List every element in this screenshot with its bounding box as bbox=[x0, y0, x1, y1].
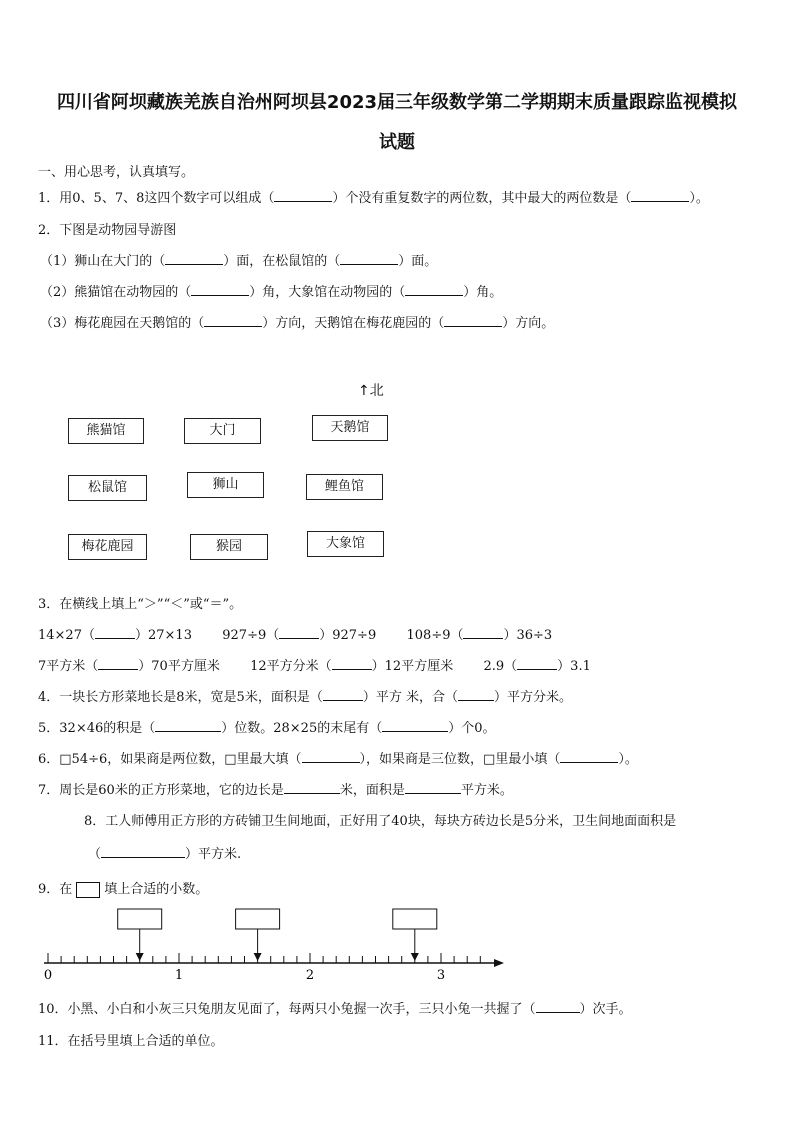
q3-r2-c1-left: 7平方米（ bbox=[38, 659, 99, 674]
q2-2-text-a: （2）熊猫馆在动物园的（ bbox=[40, 285, 192, 300]
q9-text-a: 9．在 bbox=[38, 882, 73, 897]
q4-text-c: ）平方分米。 bbox=[493, 690, 572, 705]
q3-r2-c2-right: ）12平方厘米 bbox=[371, 659, 454, 674]
q4-text-b: ）平方 米，合（ bbox=[362, 690, 458, 705]
pointer-arrow-icon bbox=[254, 953, 262, 961]
q2-1-text-b: ）面，在松鼠馆的（ bbox=[223, 254, 341, 269]
question-1 bbox=[38, 187, 709, 206]
q6-text-a: 6．□54÷6，如果商是两位数，□里最大填（ bbox=[38, 752, 302, 767]
q3-r2-c3-blank[interactable] bbox=[517, 657, 557, 670]
q8-text-b: ）平方米. bbox=[185, 847, 242, 862]
q8-blank[interactable] bbox=[101, 845, 185, 858]
number-line-answer-box bbox=[236, 909, 280, 929]
q5-text-a: 5．32×46的积是（ bbox=[38, 721, 156, 736]
question-2-3 bbox=[40, 312, 554, 331]
question-5 bbox=[38, 717, 496, 736]
number-line-label: 2 bbox=[305, 968, 315, 983]
map-elephant-hall: 大象馆 bbox=[307, 531, 384, 557]
question-6 bbox=[38, 748, 638, 767]
question-3-row-2 bbox=[38, 655, 591, 674]
q9-answer-box-icon bbox=[76, 882, 100, 898]
q3-r1-c1-right: ）27×13 bbox=[134, 628, 192, 643]
q7-text-a: 7．周长是60米的正方形菜地，它的边长是 bbox=[38, 783, 284, 798]
q6-text-b: ），如果商是三位数，□里最小填（ bbox=[359, 752, 561, 767]
q2-1-text-c: ）面。 bbox=[398, 254, 438, 269]
q10-blank[interactable] bbox=[536, 1000, 580, 1013]
q7-blank-1[interactable] bbox=[284, 781, 340, 794]
question-3-row-1 bbox=[38, 624, 552, 643]
pointer-arrow-icon bbox=[411, 953, 419, 961]
q1-text-c: ）。 bbox=[689, 191, 709, 206]
q2-3-text-c: ）方向。 bbox=[502, 316, 555, 331]
north-arrow-icon: ↑北 bbox=[358, 383, 384, 399]
q10-text-b: ）次手。 bbox=[579, 1002, 632, 1017]
q3-r2-c1-blank[interactable] bbox=[98, 657, 138, 670]
q4-blank-2[interactable] bbox=[458, 688, 494, 701]
q3-r1-c1-blank[interactable] bbox=[95, 626, 135, 639]
question-11: 11．在括号里填上合适的单位。 bbox=[38, 1034, 224, 1049]
q5-blank-1[interactable] bbox=[155, 719, 221, 732]
q7-text-b: 米，面积是 bbox=[339, 783, 405, 798]
q1-text-b: ）个没有重复数字的两位数，其中最大的两位数是（ bbox=[332, 191, 632, 206]
map-panda-hall: 熊猫馆 bbox=[68, 418, 144, 444]
q5-blank-2[interactable] bbox=[382, 719, 448, 732]
q3-r1-c3-left: 108÷9（ bbox=[406, 628, 464, 643]
map-deer-garden: 梅花鹿园 bbox=[68, 534, 147, 560]
q3-r1-c1-left: 14×27（ bbox=[38, 628, 95, 643]
question-7 bbox=[38, 779, 513, 798]
question-2-1 bbox=[40, 250, 437, 269]
q3-r1-c2-blank[interactable] bbox=[279, 626, 319, 639]
q7-text-c: 平方米。 bbox=[460, 783, 513, 798]
question-2-2 bbox=[40, 281, 502, 300]
question-9 bbox=[38, 878, 208, 898]
q3-r2-c1-right: ）70平方厘米 bbox=[138, 659, 220, 674]
page-title-line2: 试题 bbox=[379, 132, 415, 153]
number-line bbox=[38, 905, 508, 985]
q5-text-b: ）位数。28×25的末尾有（ bbox=[221, 721, 383, 736]
q5-text-c: ）个0。 bbox=[448, 721, 496, 736]
q6-blank-1[interactable] bbox=[302, 750, 360, 763]
q2-3-text-b: ）方向，天鹅馆在梅花鹿园的（ bbox=[262, 316, 445, 331]
q1-text-a: 1．用0、5、7、8这四个数字可以组成（ bbox=[38, 191, 275, 206]
question-8-line-1: 8．工人师傅用正方形的方砖铺卫生间地面，正好用了40块，每块方砖边长是5分米，卫生间地面面积是 bbox=[84, 814, 677, 829]
number-line-label: 1 bbox=[174, 968, 184, 983]
question-2-stem: 2．下图是动物园导游图 bbox=[38, 223, 177, 238]
q2-2-text-b: ）角，大象馆在动物园的（ bbox=[249, 285, 406, 300]
q7-blank-2[interactable] bbox=[405, 781, 461, 794]
question-10 bbox=[38, 998, 632, 1017]
q2-3-blank-2[interactable] bbox=[444, 314, 502, 327]
q2-2-blank-2[interactable] bbox=[405, 283, 463, 296]
q4-blank-1[interactable] bbox=[323, 688, 363, 701]
pointer-arrow-icon bbox=[136, 953, 144, 961]
question-8-line-2 bbox=[88, 843, 241, 862]
map-main-gate: 大门 bbox=[184, 418, 261, 444]
q3-r2-c3-left: 2.9（ bbox=[483, 659, 518, 674]
number-line-answer-box bbox=[393, 909, 437, 929]
q10-text-a: 10．小黑、小白和小灰三只兔朋友见面了，每两只小兔握一次手，三只小兔一共握了（ bbox=[38, 1002, 536, 1017]
q2-1-blank-2[interactable] bbox=[340, 252, 398, 265]
question-4 bbox=[38, 686, 572, 705]
q9-text-b: 填上合适的小数。 bbox=[104, 882, 209, 897]
question-3-stem: 3．在横线上填上“＞”“＜”或“＝”。 bbox=[38, 597, 243, 612]
number-line-arrow-icon bbox=[494, 959, 504, 967]
q3-r1-c2-right: ）927÷9 bbox=[319, 628, 377, 643]
map-carp-hall: 鲤鱼馆 bbox=[306, 474, 383, 500]
q6-blank-2[interactable] bbox=[560, 750, 618, 763]
number-line-label: 0 bbox=[43, 968, 53, 983]
q3-r2-c2-blank[interactable] bbox=[332, 657, 372, 670]
q2-1-text-a: （1）狮山在大门的（ bbox=[40, 254, 166, 269]
q8-text-a: （ bbox=[88, 847, 102, 862]
q3-r2-c3-right: ）3.1 bbox=[557, 659, 591, 674]
q3-r2-c2-left: 12平方分米（ bbox=[250, 659, 332, 674]
map-squirrel-hall: 松鼠馆 bbox=[68, 475, 147, 501]
section-heading: 一、用心思考，认真填写。 bbox=[38, 165, 195, 180]
map-swan-hall: 天鹅馆 bbox=[312, 415, 388, 441]
q1-blank-2[interactable] bbox=[631, 189, 689, 202]
map-monkey-garden: 猴园 bbox=[190, 534, 268, 560]
q4-text-a: 4．一块长方形菜地长是8米，宽是5米，面积是（ bbox=[38, 690, 323, 705]
q2-2-blank-1[interactable] bbox=[191, 283, 249, 296]
number-line-answer-box bbox=[118, 909, 162, 929]
q1-blank-1[interactable] bbox=[274, 189, 332, 202]
q6-text-c: ）。 bbox=[618, 752, 638, 767]
q2-2-text-c: ）角。 bbox=[463, 285, 503, 300]
page-title-line1: 四川省阿坝藏族羌族自治州阿坝县2023届三年级数学第二学期期末质量跟踪监视模拟 bbox=[56, 92, 738, 113]
q2-1-blank-1[interactable] bbox=[165, 252, 223, 265]
q3-r1-c3-right: ）36÷3 bbox=[503, 628, 553, 643]
number-line-label: 3 bbox=[436, 968, 446, 983]
q2-3-text-a: （3）梅花鹿园在天鹅馆的（ bbox=[40, 316, 205, 331]
q3-r1-c2-left: 927÷9（ bbox=[222, 628, 280, 643]
map-lion-hill: 狮山 bbox=[187, 472, 264, 498]
q3-r1-c3-blank[interactable] bbox=[463, 626, 503, 639]
q2-3-blank-1[interactable] bbox=[204, 314, 262, 327]
